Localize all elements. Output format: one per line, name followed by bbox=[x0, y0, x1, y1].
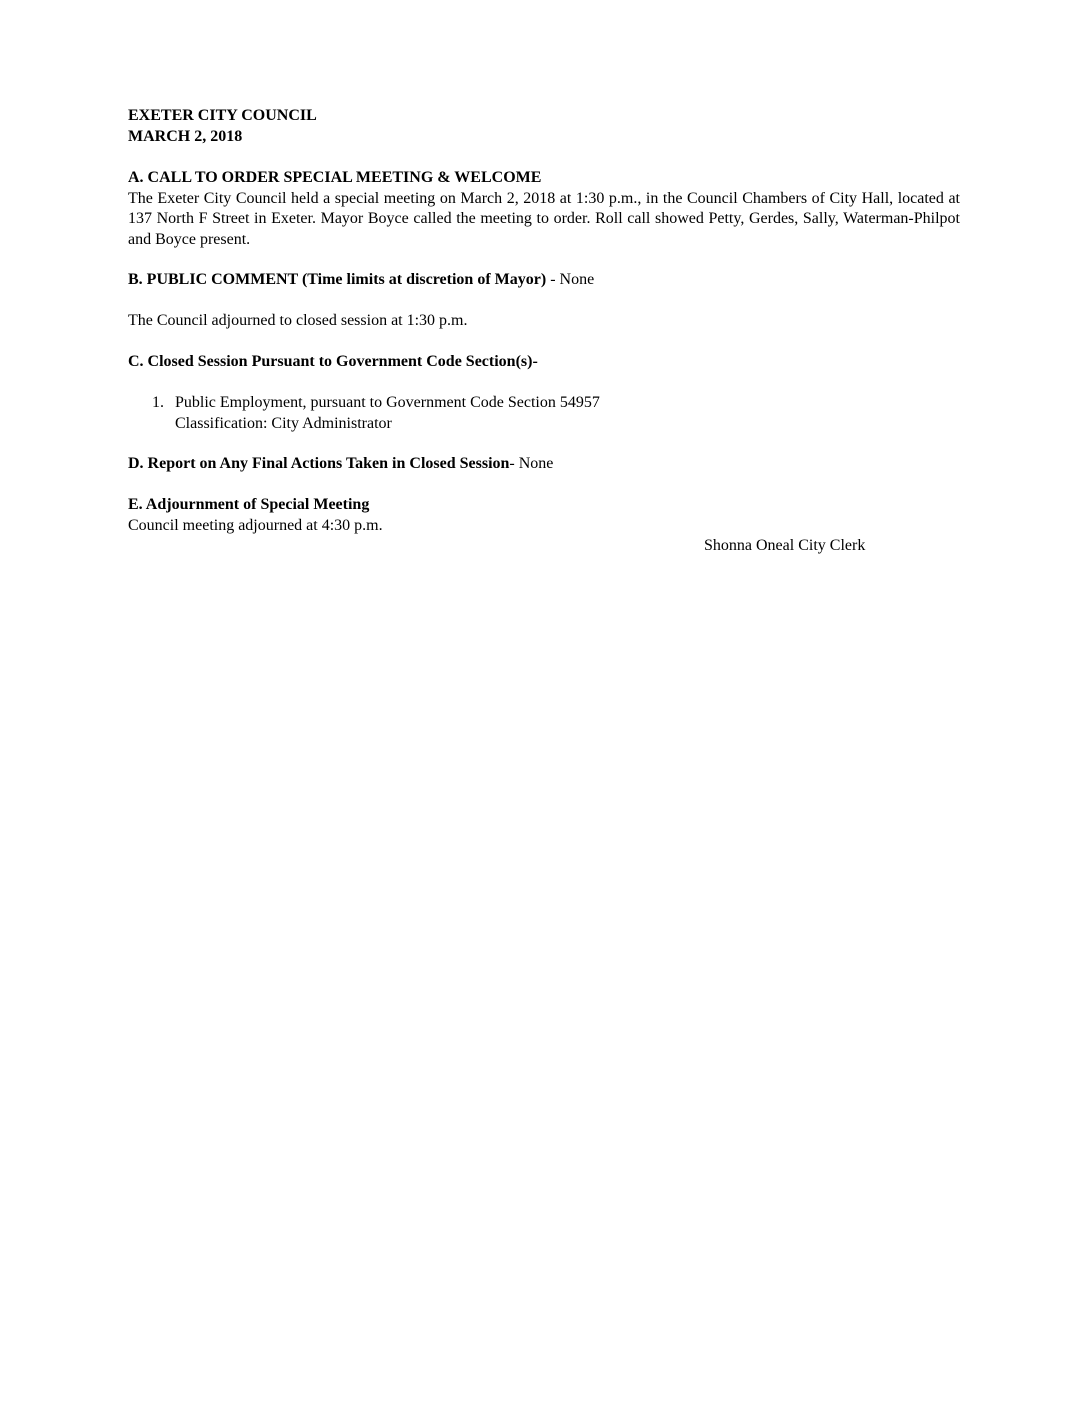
section-a bbox=[128, 168, 960, 250]
section-b-heading: B. PUBLIC COMMENT (Time limits at discretion of Mayor) bbox=[128, 271, 547, 288]
section-e-heading: E. Adjournment of Special Meeting bbox=[128, 496, 370, 513]
section-b bbox=[128, 270, 960, 291]
list-item-number: 1. bbox=[152, 394, 164, 411]
section-a-heading: A. CALL TO ORDER SPECIAL MEETING & WELCOME bbox=[128, 169, 542, 186]
section-e-body: Council meeting adjourned at 4:30 p.m. bbox=[128, 516, 383, 534]
list-item bbox=[152, 393, 752, 434]
list-item-text: Public Employment, pursuant to Government Code Section 54957 bbox=[175, 394, 600, 411]
section-a-body: The Exeter City Council held a special meeting on March 2, 2018 at 1:30 p.m., in the Council Chambers of City Hall, located at 137 North F Street in Exeter. Mayor Boyce called the meeting to order. Roll call showed Petty, Gerdes, Sally, Waterman-Philpot and Boyce present. bbox=[128, 189, 960, 248]
section-e bbox=[128, 495, 960, 536]
council-name: EXETER CITY COUNCIL bbox=[128, 107, 317, 124]
section-c-heading: C. Closed Session Pursuant to Government Code Section(s)- bbox=[128, 353, 538, 370]
meeting-date: MARCH 2, 2018 bbox=[128, 127, 243, 145]
adjourn-closed-session: The Council adjourned to closed session at 1:30 p.m. bbox=[128, 312, 468, 329]
clerk-signature: Shonna Oneal City Clerk bbox=[704, 537, 866, 554]
section-b-result: - None bbox=[546, 271, 595, 288]
section-d-heading: D. Report on Any Final Actions Taken in Closed Session bbox=[128, 455, 510, 472]
list-item-classification: Classification: City Administrator bbox=[175, 414, 392, 432]
document-header bbox=[128, 106, 960, 147]
section-d-result: - None bbox=[509, 455, 554, 472]
section-d bbox=[128, 454, 960, 475]
